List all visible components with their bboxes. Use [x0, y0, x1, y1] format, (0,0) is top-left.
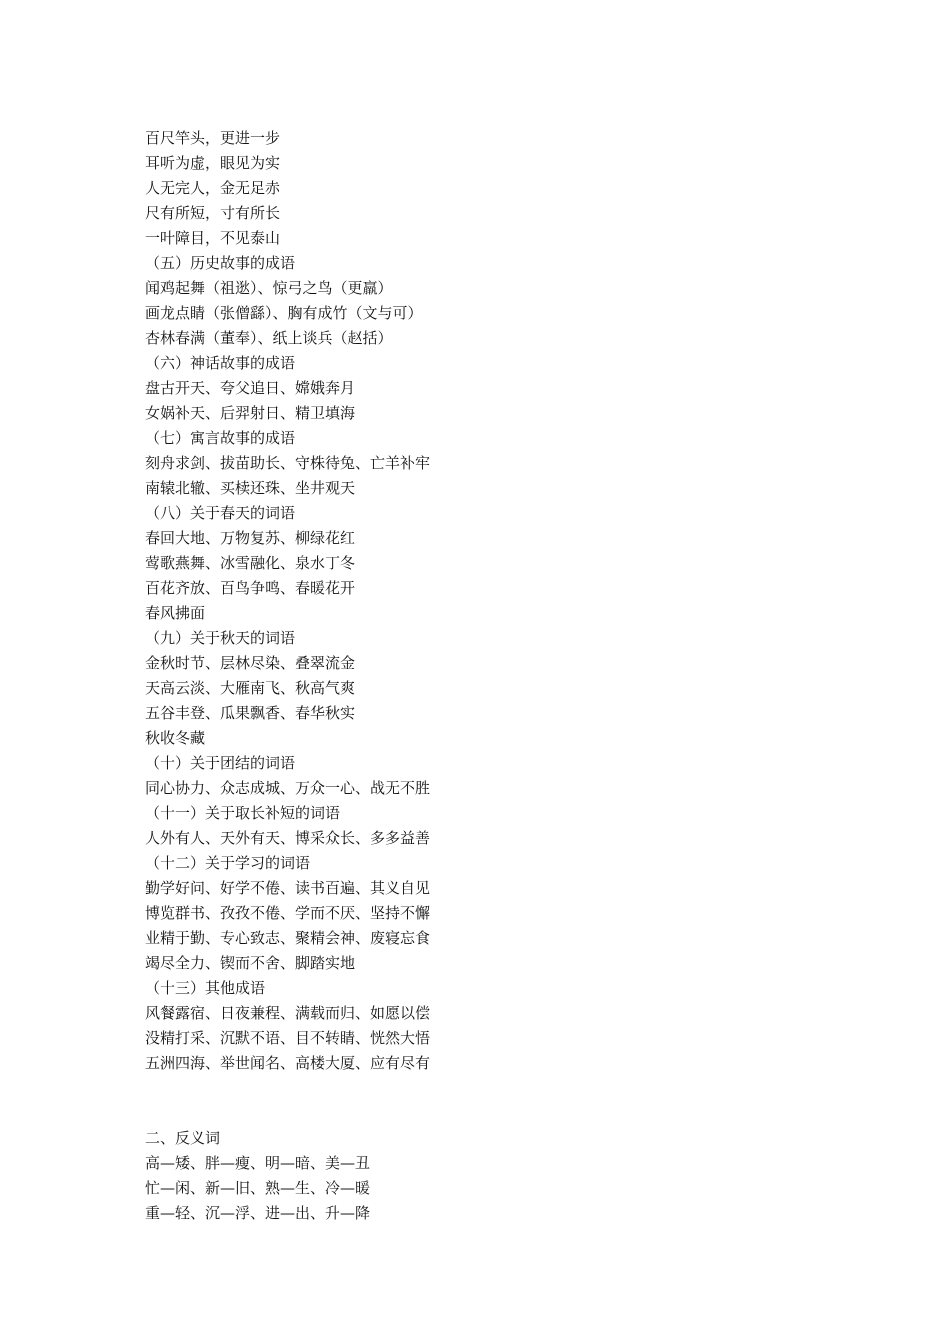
text-line: 竭尽全力、锲而不舍、脚踏实地	[145, 954, 356, 972]
section-heading: （八）关于春天的词语	[145, 504, 296, 522]
section-heading: （六）神话故事的成语	[145, 354, 296, 372]
text-line: 杏林春满（董奉）、纸上谈兵（赵括）	[145, 329, 393, 347]
section-heading: （十一）关于取长补短的词语	[145, 804, 341, 822]
section-title: 二、反义词	[145, 1129, 221, 1147]
text-line: 天高云淡、大雁南飞、秋高气爽	[145, 679, 356, 697]
text-line: 同心协力、众志成城、万众一心、战无不胜	[145, 779, 431, 797]
text-line: 莺歌燕舞、冰雪融化、泉水丁冬	[145, 554, 356, 572]
section-heading: （七）寓言故事的成语	[145, 429, 296, 447]
text-line: 勤学好问、好学不倦、读书百遍、其义自见	[145, 879, 431, 897]
text-line: 人无完人，金无足赤	[145, 179, 281, 197]
text-line: 没精打采、沉默不语、目不转睛、恍然大悟	[145, 1029, 431, 1047]
section-heading: （十二）关于学习的词语	[145, 854, 311, 872]
text-line: 春风拂面	[145, 604, 206, 622]
text-line: 女娲补天、后羿射日、精卫填海	[145, 404, 356, 422]
text-line: 百尺竿头，更进一步	[145, 129, 281, 147]
text-line: 高—矮、胖—瘦、明—暗、美—丑	[145, 1154, 371, 1172]
section-heading: （九）关于秋天的词语	[145, 629, 296, 647]
text-line: 重—轻、沉—浮、进—出、升—降	[145, 1204, 371, 1222]
text-line: 盘古开天、夸父追日、嫦娥奔月	[145, 379, 356, 397]
text-line: 画龙点睛（张僧繇）、胸有成竹（文与可）	[145, 304, 423, 322]
text-line: 人外有人、天外有天、博采众长、多多益善	[145, 829, 431, 847]
text-line: 业精于勤、专心致志、聚精会神、废寝忘食	[145, 929, 431, 947]
text-line: 五洲四海、举世闻名、高楼大厦、应有尽有	[145, 1054, 431, 1072]
text-line: 金秋时节、层林尽染、叠翠流金	[145, 654, 356, 672]
text-line: 风餐露宿、日夜兼程、满载而归、如愿以偿	[145, 1004, 431, 1022]
document-body	[145, 126, 845, 1226]
section-heading: （十三）其他成语	[145, 979, 266, 997]
blank-gap	[145, 1076, 845, 1126]
text-line: 忙—闲、新—旧、熟—生、冷—暖	[145, 1179, 371, 1197]
text-line: 博览群书、孜孜不倦、学而不厌、坚持不懈	[145, 904, 431, 922]
text-line: 秋收冬藏	[145, 729, 206, 747]
text-line: 一叶障目，不见泰山	[145, 229, 281, 247]
text-line: 闻鸡起舞（祖逖）、惊弓之鸟（更羸）	[145, 279, 393, 297]
text-line: 春回大地、万物复苏、柳绿花红	[145, 529, 356, 547]
text-line: 南辕北辙、买椟还珠、坐井观天	[145, 479, 356, 497]
text-line: 五谷丰登、瓜果飘香、春华秋实	[145, 704, 356, 722]
section-heading: （十）关于团结的词语	[145, 754, 296, 772]
text-line: 刻舟求剑、拔苗助长、守株待兔、亡羊补牢	[145, 454, 431, 472]
text-line: 百花齐放、百鸟争鸣、春暖花开	[145, 579, 356, 597]
text-line: 尺有所短，寸有所长	[145, 204, 281, 222]
text-line: 耳听为虚，眼见为实	[145, 154, 281, 172]
section-heading: （五）历史故事的成语	[145, 254, 296, 272]
